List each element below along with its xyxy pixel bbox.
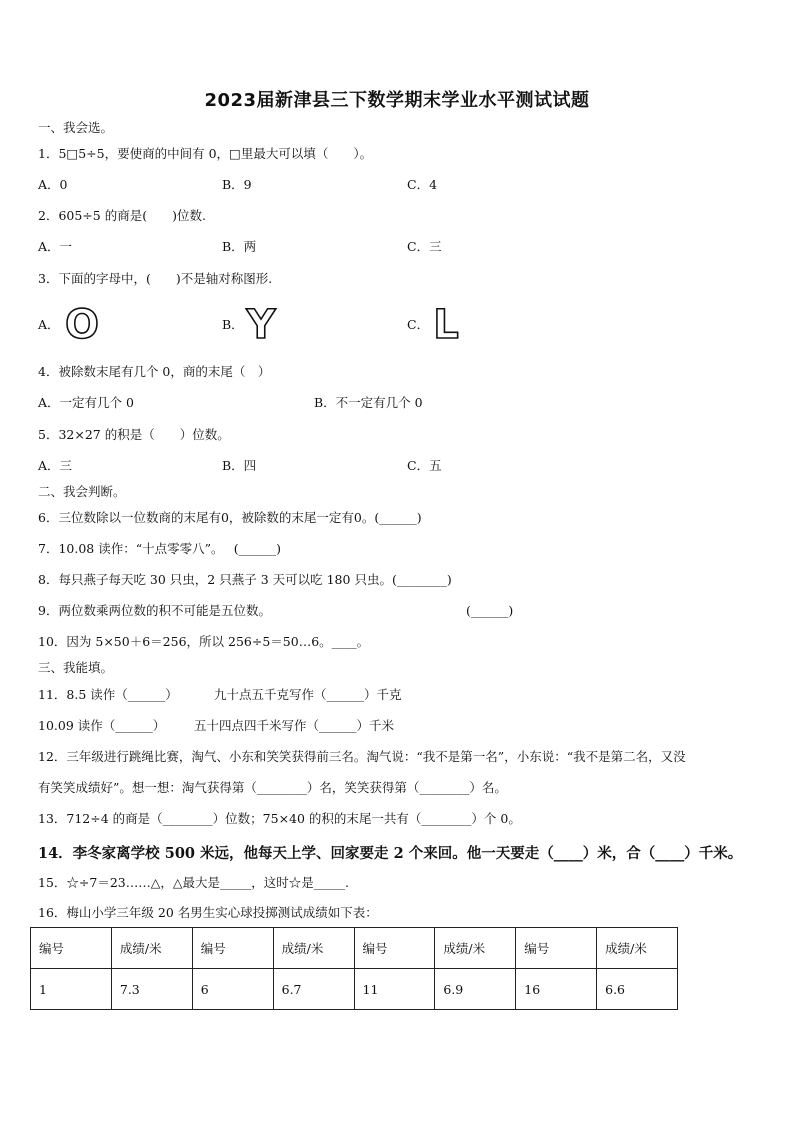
table-row <box>31 969 678 1010</box>
score-table <box>30 927 678 1010</box>
page-title: 2023届新津县三下数学期末学业水平测试试题 <box>204 90 590 111</box>
q2-option-b: B．两 <box>222 239 257 254</box>
table-cell: 6.7 <box>273 969 354 1010</box>
question-1: 1．5□5÷5，要使商的中间有 0，□里最大可以填（ ）。 <box>38 146 373 161</box>
table-header-cell: 编号 <box>192 928 273 969</box>
table-cell: 6 <box>192 969 273 1010</box>
q3-option-a: A． <box>38 317 60 332</box>
table-header-cell: 编号 <box>31 928 112 969</box>
table-header-cell: 成绩/米 <box>435 928 516 969</box>
question-14: 14．李冬家离学校 500 米远，他每天上学、回家要走 2 个来回。他一天要走（____）米，合（____）千米。 <box>38 845 743 862</box>
table-cell: 6.6 <box>597 969 678 1010</box>
question-15: 15．☆÷7＝23……△，△最大是_____，这时☆是_____. <box>38 875 349 890</box>
letter-l-image <box>431 305 465 345</box>
question-16: 16．梅山小学三年级 20 名男生实心球投掷测试成绩如下表： <box>38 905 378 920</box>
question-11-part-2: 九十点五千克写作（______）千克 <box>214 687 402 702</box>
table-cell: 1 <box>31 969 112 1010</box>
question-9: 9．两位数乘两位数的积不可能是五位数。 <box>38 603 271 618</box>
section-heading-3: 三、我能填。 <box>38 660 114 675</box>
question-12-line-2: 有笑笑成绩好”。想一想：淘气获得第（________）名，笑笑获得第（________）名。 <box>38 780 507 795</box>
table-header-cell: 编号 <box>354 928 435 969</box>
question-11b-part-2: 五十四点四千米写作（______）千米 <box>194 718 395 733</box>
q9-answer-blank: (______) <box>466 603 514 618</box>
table-cell: 6.9 <box>435 969 516 1010</box>
question-11-part-1: 11．8.5 读作（______） <box>38 687 178 702</box>
table-header-row <box>31 928 678 969</box>
question-13: 13．712÷4 的商是（________）位数；75×40 的积的末尾一共有（________）个 0。 <box>38 811 521 826</box>
question-2: 2．605÷5 的商是( )位数. <box>38 208 206 223</box>
table-header-cell: 编号 <box>516 928 597 969</box>
letter-y-image <box>244 305 278 345</box>
q4-option-b: B．不一定有几个 0 <box>314 395 423 410</box>
table-cell: 11 <box>354 969 435 1010</box>
section-heading-2: 二、我会判断。 <box>38 484 126 499</box>
letter-l-glyph: L <box>433 305 459 345</box>
question-11b-part-1: 10.09 读作（______） <box>38 718 166 733</box>
question-5: 5．32×27 的积是（ ）位数。 <box>38 427 230 442</box>
question-12-line-1: 12．三年级进行跳绳比赛，淘气、小东和笑笑获得前三名。淘气说：“我不是第一名”，小东说：“我不是第二名，又没 <box>38 749 686 764</box>
question-3: 3．下面的字母中，( )不是轴对称图形. <box>38 271 273 286</box>
question-10: 10．因为 5×50＋6＝256，所以 256÷5＝50…6。____。 <box>38 634 370 649</box>
table-header-cell: 成绩/米 <box>597 928 678 969</box>
q4-option-a: A．一定有几个 0 <box>38 395 134 410</box>
table-cell: 7.3 <box>111 969 192 1010</box>
question-6: 6．三位数除以一位数商的末尾有0，被除数的末尾一定有0。(______) <box>38 510 422 525</box>
question-4: 4．被除数末尾有几个 0，商的末尾（ ） <box>38 364 271 379</box>
q1-option-b: B．9 <box>222 177 252 192</box>
q3-option-c: C． <box>407 317 430 332</box>
letter-o-image <box>62 305 102 345</box>
q5-option-b: B．四 <box>222 458 257 473</box>
section-heading-1: 一、我会选。 <box>38 120 114 135</box>
table-header-cell: 成绩/米 <box>111 928 192 969</box>
question-7: 7．10.08 读作：“十点零零八”。 (______) <box>38 541 281 556</box>
q2-option-a: A．一 <box>38 239 73 254</box>
letter-o-glyph: O <box>64 305 100 345</box>
q2-option-c: C．三 <box>407 239 442 254</box>
letter-y-glyph: Y <box>246 305 276 345</box>
table-cell: 16 <box>516 969 597 1010</box>
q1-option-c: C．4 <box>407 177 438 192</box>
q3-option-b: B． <box>222 317 244 332</box>
q5-option-a: A．三 <box>38 458 73 473</box>
q5-option-c: C．五 <box>407 458 442 473</box>
q1-option-a: A．0 <box>38 177 68 192</box>
question-8: 8．每只燕子每天吃 30 只虫，2 只燕子 3 天可以吃 180 只虫。(________) <box>38 572 452 587</box>
table-header-cell: 成绩/米 <box>273 928 354 969</box>
